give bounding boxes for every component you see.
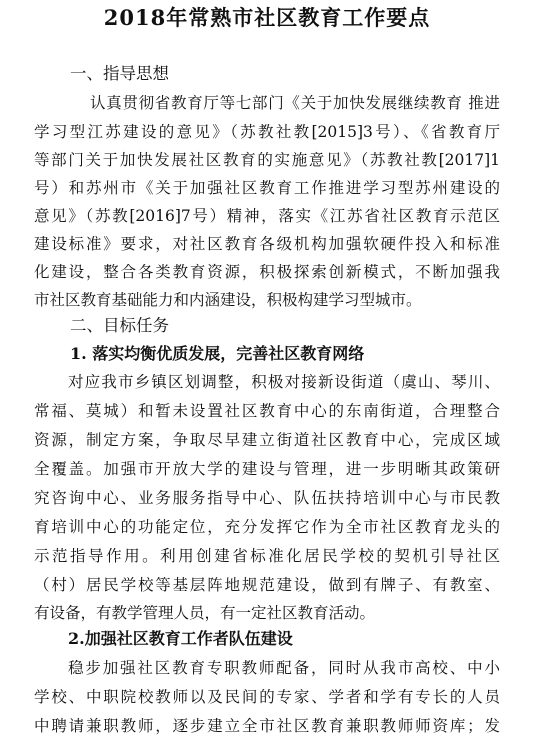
- paragraph-line: 究咨询中心、业务服务指导中心、队伍扶持培训中心与市民教: [34, 489, 500, 507]
- paragraph-line: 认真贯彻省教育厅等七部门《关于加快发展继续教育 推进: [90, 94, 500, 112]
- paragraph-line: 全覆盖。加强市开放大学的建设与管理，进一步明晰其政策研: [34, 460, 500, 478]
- paragraph-line: 学习型江苏建设的意见》（苏教社教[2015]3号）、《省教育厅: [34, 123, 500, 141]
- paragraph-line: 等部门关于加快发展社区教育的实施意见》（苏教社教[2017]1: [34, 151, 500, 169]
- paragraph-line: 号）和苏州市《关于加强社区教育工作推进学习型苏州建设的: [34, 179, 500, 197]
- section-heading-guiding-ideology: 一、指导思想: [70, 64, 169, 83]
- paragraph-line: 育培训中心的功能定位，充分发挥它作为全市社区教育龙头的: [34, 518, 500, 536]
- paragraph-line: 资源，制定方案，争取尽早建立街道社区教育中心，完成区域: [34, 431, 500, 449]
- paragraph-line: 示范指导作用。利用创建省标准化居民学校的契机引导社区: [34, 547, 500, 565]
- section-heading-goals-tasks: 二、目标任务: [70, 316, 169, 335]
- subsection-heading-network: 1. 落实均衡优质发展，完善社区教育网络: [70, 344, 365, 363]
- paragraph-line: 意见》（苏教[2016]7号）精神，落实《江苏省社区教育示范区: [34, 207, 500, 225]
- paragraph-line: （村）居民学校等基层阵地规范建设，做到有牌子、有教室、: [34, 576, 500, 594]
- document-title: 2018年常熟市社区教育工作要点: [103, 5, 431, 30]
- paragraph-line: 常福、莫城）和暂未设置社区教育中心的东南街道，合理整合: [34, 402, 500, 420]
- paragraph-line: 有设备，有教学管理人员，有一定社区教育活动。: [34, 604, 376, 622]
- paragraph-line: 市社区教育基础能力和内涵建设，积极构建学习型城市。: [34, 291, 422, 309]
- paragraph-line: 学校、中职院校教师以及民间的专家、学者和学有专长的人员: [34, 688, 500, 706]
- paragraph-line: 化建设，整合各类教育资源，积极探索创新模式，不断加强我: [34, 263, 500, 281]
- paragraph-line: 对应我市乡镇区划调整，积极对接新设街道（虞山、琴川、: [68, 373, 500, 391]
- paragraph-line: 稳步加强社区教育专职教师配备，同时从我市高校、中小: [68, 659, 500, 677]
- subsection-heading-workforce: 2.加强社区教育工作者队伍建设: [68, 629, 293, 648]
- paragraph-line: 中聘请兼职教师，逐步建立全市社区教育兼职教师师资库；发: [34, 717, 500, 735]
- paragraph-line: 建设标准》要求，对社区教育各级机构加强软硬件投入和标准: [34, 235, 500, 253]
